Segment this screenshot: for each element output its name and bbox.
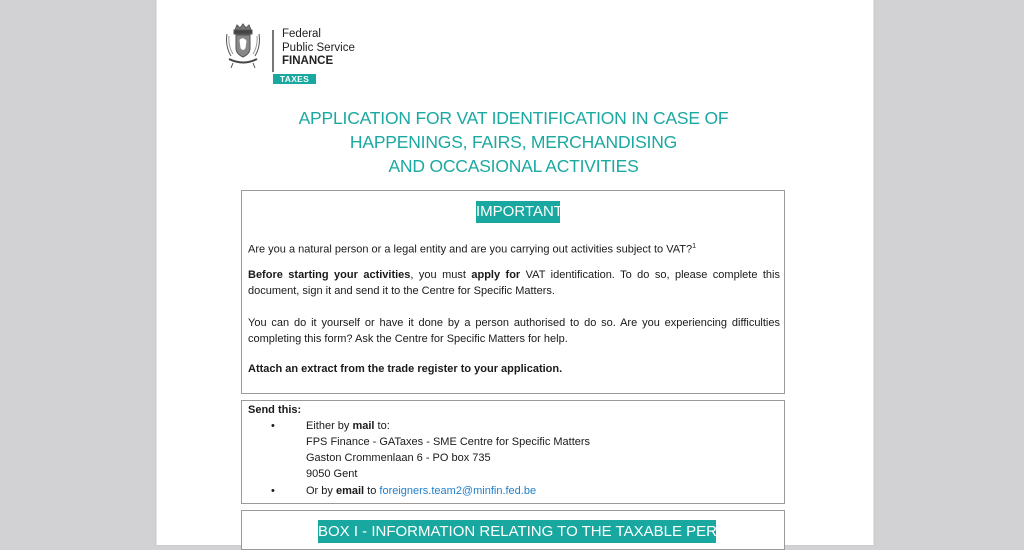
address-line-1: FPS Finance - GATaxes - SME Centre for Specific Matters (306, 436, 591, 448)
text-fragment: to (364, 485, 380, 497)
fps-finance-logo (223, 22, 363, 88)
bullet-icon: • (271, 485, 275, 497)
send-box (241, 400, 785, 504)
send-title: Send this: (248, 404, 302, 416)
document-title (241, 106, 786, 178)
important-paragraph-1-text: Are you a natural person or a legal entity and are you carrying out activities subject to VAT? (248, 243, 693, 256)
text-fragment: VAT identification. To do so, please complete this document, sign it and send it to the Centre for Specific Matters. (248, 269, 780, 297)
bold-apply-for: apply for (471, 269, 521, 281)
important-paragraph-1 (248, 239, 780, 258)
text-fragment: , you must (410, 269, 472, 281)
taxes-badge: TAXES (273, 74, 316, 84)
email-link[interactable]: foreigners.team2@minfin.fed.be (379, 485, 537, 497)
title-line-1: APPLICATION FOR VAT IDENTIFICATION IN CASE OF (298, 108, 729, 128)
text-fragment: Either by (306, 420, 353, 432)
logo-line-finance: FINANCE (282, 55, 334, 67)
logo-text (282, 28, 355, 69)
box-i-heading: BOX I - INFORMATION RELATING TO THE TAXABLE PERSON (318, 520, 716, 543)
send-by-mail (306, 419, 390, 434)
box-i-section (241, 510, 785, 550)
footnote-marker[interactable]: 1 (692, 243, 697, 250)
bold-before-starting: Before starting your activities (248, 269, 411, 281)
text-fragment: Or by (306, 485, 336, 497)
address-line-2: Gaston Crommenlaan 6 - PO box 735 (306, 452, 491, 464)
bold-email: email (335, 485, 365, 497)
logo-line-federal: Federal (282, 28, 321, 40)
important-heading: IMPORTANT (476, 201, 560, 223)
important-paragraph-3: You can do it yourself or have it done by a person authorised to do so. Are you experiencing difficulties completing this form? Ask the Centre for Specific Matters for help. (248, 317, 780, 345)
bold-mail: mail (352, 420, 375, 432)
title-line-3: AND OCCASIONAL ACTIVITIES (388, 156, 639, 176)
send-by-email (306, 484, 536, 499)
address-line-3: 9050 Gent (306, 468, 358, 480)
important-paragraph-2 (248, 267, 780, 299)
important-box (241, 190, 785, 394)
logo-divider (272, 30, 274, 72)
bullet-icon: • (271, 420, 275, 432)
logo-line-public-service: Public Service (282, 41, 355, 54)
text-fragment: to: (374, 420, 390, 432)
title-line-2: HAPPENINGS, FAIRS, MERCHANDISING (349, 132, 678, 152)
important-paragraph-4: Attach an extract from the trade register to your application. (248, 363, 563, 375)
belgian-coat-of-arms-icon (223, 22, 263, 70)
